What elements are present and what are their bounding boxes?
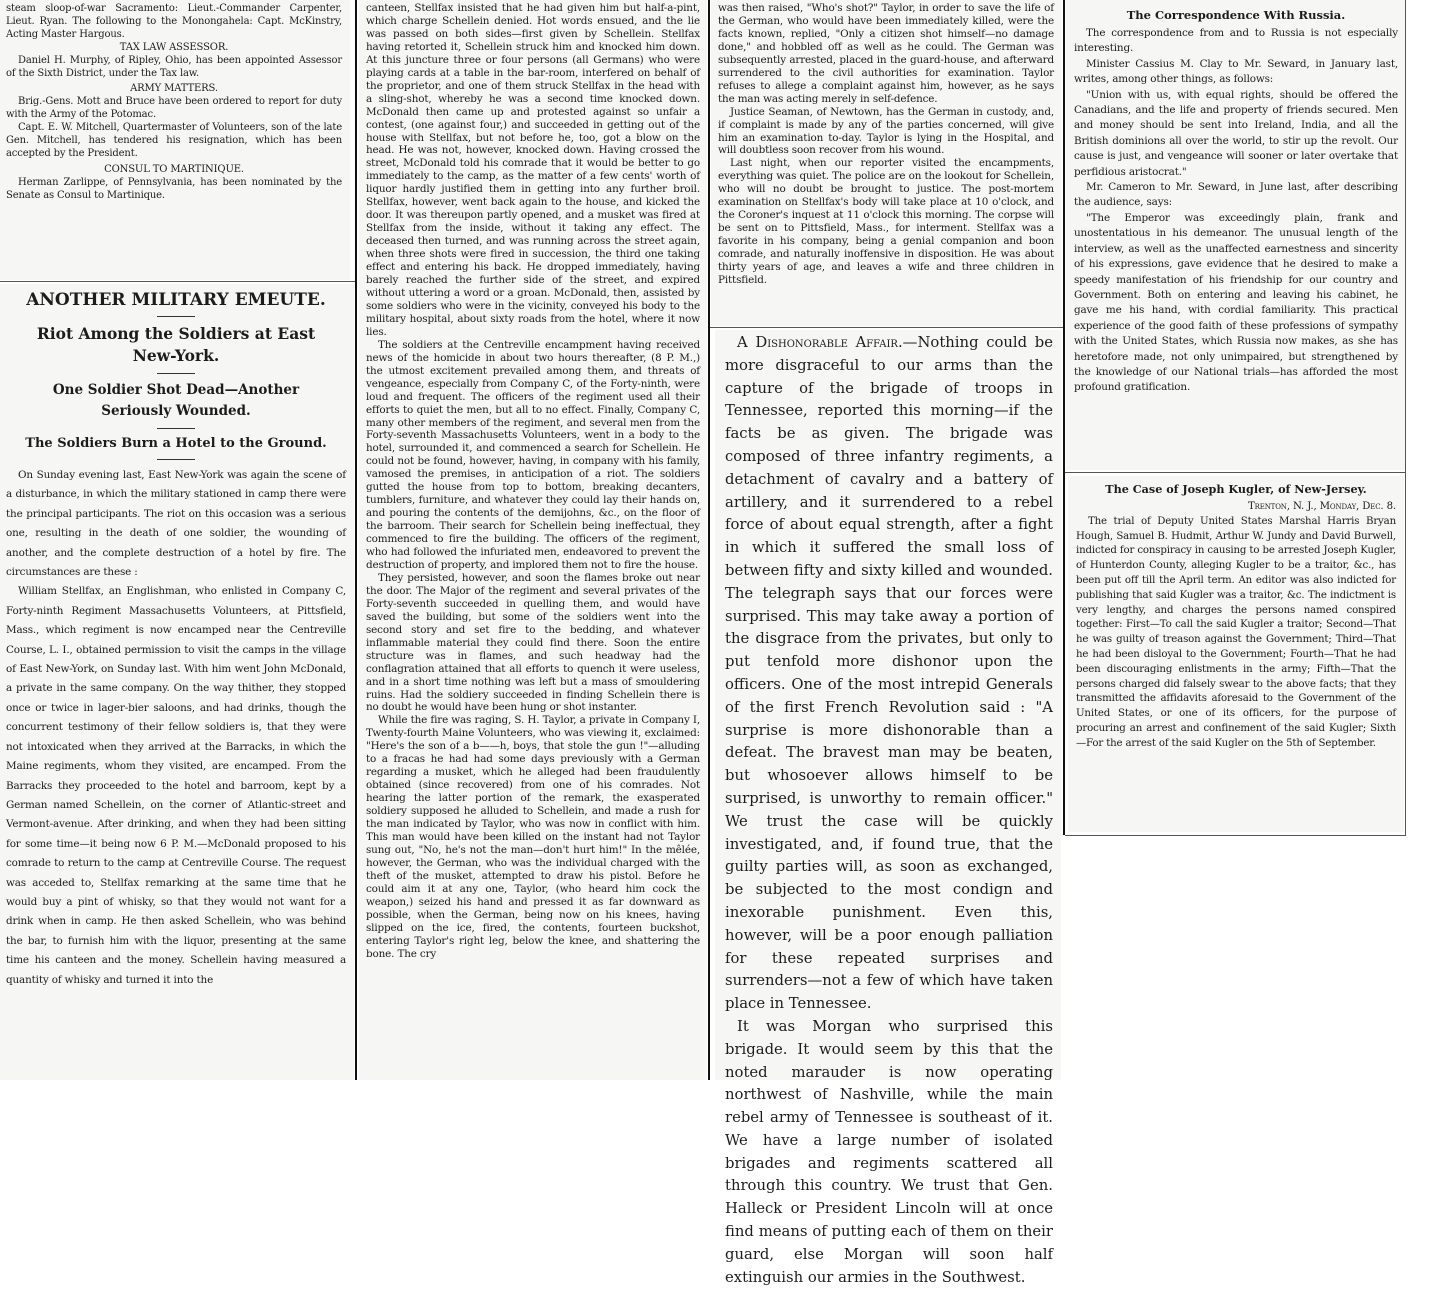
consul-text: Herman Zarlippe, of Pennsylvania, has been nominated by the Senate as Consul to Martinique. [6, 176, 342, 201]
section-rule [1065, 472, 1406, 473]
article-paragraph: They persisted, however, and soon the flames broke out near the door. The Major of the regiment and several privates of the Forty-seventh succeeded in quelling them, and would have saved the building, but some of the soldiers went into the second story and set fire to the bedding, and whatever inflammable material they could find there. Soon the entire structure was in flames, and such headway had the conflagration attained that all efforts to quench it were useless, and in a short time nothing was left but a mass of smouldering ruins. Had the soldiery succeeded in finding Schellein there is no doubt he would have been hung or shot instanter. [366, 571, 700, 714]
tax-text: Daniel H. Murphy, of Ripley, Ohio, has been appointed Assessor of the Sixth District, under the Tax law. [6, 54, 342, 79]
column-rule [355, 0, 357, 1080]
kugler-dateline: Trenton, N. J., Monday, Dec. 8. [1247, 501, 1396, 512]
clip-col4-russia [1066, 0, 1406, 470]
editorial-lead: A Dishonorable Affair. [737, 334, 903, 351]
naval-orders-text: steam sloop-of-war Sacramento: Lieut.-Commander Carpenter, Lieut. Ryan. The following to the Monongahela: Capt. McKinstry, Acting Master Hargous. [6, 3, 342, 40]
editorial-text: —Nothing could be more disgraceful to our arms than the capture of the brigade of troops in Tennessee, reported this morning—if the facts be as given. The brigade was composed of three infantry regiments, a detachment of cavalry and a battery of artillery, and it surrendered to a rebel force of about equal strength, after a fight in which it suffered the small loss of between fifty and sixty killed and wounded. The telegraph says that our forces were surprised. This may take away a portion of the disgrace from the privates, but only to put tenfold more dishonor upon the officers. One of the most intrepid Generals of the first French Revolution said : "A surprise is more dishonorable than a defeat. The bravest man may be beaten, but whosoever allows himself to be surprised, is unworthy to remain officer." We trust the case will be quickly investigated, and, if found true, that the guilty parties will, as soon as exchanged, be subjected to the most condign and inexorable punishment. Even this, however, will be a poor enough palliation for these repeated surprises and surrenders—not a few of which have taken place in Tennessee. [725, 334, 1053, 1013]
section-rule [0, 281, 355, 282]
section-rule [710, 327, 1063, 328]
editorial-paragraph [725, 332, 1053, 1016]
article-paragraph: was then raised, "Who's shot?" Taylor, in order to save the life of the German, who would have been immediately killed, were the facts known, replied, "Only a citizen shot himself—no damage done," and hobbled off as well as he could. The German was subsequently arrested, placed in the guard-house, and afterward surrendered to the civil authorities for examination. Taylor refuses to allege a complaint against him, however, as he says the man was acting merely in self-defence. [718, 2, 1054, 105]
consul-heading: CONSUL TO MARTINIQUE. [104, 163, 244, 175]
clip-col4-kugler [1068, 476, 1404, 832]
article-paragraph: On Sunday evening last, East New-York was again the scene of a disturbance, in which the military stationed in camp there were the principal participants. The riot on this occasion was a serious one, resulting in the death of one soldier, the wounding of another, and the complete destruction of a hotel by fire. The circumstances are these : [6, 469, 346, 579]
column-rule [1405, 0, 1406, 835]
divider [157, 459, 195, 460]
headline-hotel-burned: The Soldiers Burn a Hotel to the Ground. [25, 436, 327, 451]
army-text-1: Brig.-Gens. Mott and Bruce have been ordered to report for duty with the Army of the Potomac. [6, 96, 342, 121]
clip-col3-dishonorable-affair [715, 330, 1061, 1286]
kugler-heading: The Case of Joseph Kugler, of New-Jersey. [1105, 482, 1367, 496]
editorial-paragraph: It was Morgan who surprised this brigade. It would seem by this that the noted marauder is now operating northwest of Nashville, while the main rebel army of Tennessee is southeast of it. We have a large number of isolated brigades and regiments scattered all through this country. We trust that Gen. Halleck or President Lincoln will at once find means of putting each of them on their guard, else Morgan will soon half extinguish our armies in the Southwest. [725, 1017, 1053, 1286]
article-paragraph: William Stellfax, an Englishman, who enlisted in Company C, Forty-ninth Regiment Massachusetts Volunteers, at Pittsfield, Mass., which regiment is now encamped near the Centreville Course, L. I., obtained permission to visit the camps in the village of East New-York, on Sunday last. With him went John McDonald, a private in the same company. On the way thither, they stopped once or twice in lager-bier saloons, and had drinks, though the concurrent testimony of their fellow soldiers is, that they were not intoxicated when they arrived at the Barracks, in which the Maine regiments, whom they visited, are encamped. From the Barracks they proceeded to the hotel and barroom, kept by a German named Schellein, on the corner of Atlantic-street and Vermont-avenue. After drinking, and when they had been sitting for some time—it being now 6 P. M.—McDonald proposed to his comrade to return to the camp at Centreville Course. The request was acceded to, Stellfax remarking at the same time that he would buy a pint of whisky, so that they would not want for a drink when in camp. He then asked Schellein, who was behind the bar, to furnish him with the liquor, presenting at the same time his canteen and the money. Schellein having measured a quantity of whisky and turned it into the [6, 585, 346, 986]
army-text-2: Capt. E. W. Mitchell, Quartermaster of Volunteers, son of the late Gen. Mitchell, has tendered his resignation, which has been accepted by the President. [6, 122, 342, 159]
clip-col1-riot-article [0, 284, 354, 1080]
column-rule [1063, 0, 1065, 835]
clip-col1-briefs [0, 0, 350, 280]
article-paragraph: canteen, Stellfax insisted that he had given him but half-a-pint, which charge Schellein denied. Hot words ensued, and the lie was passed on both sides—first given by Schellein. Stellfax having retorted it, Schellein struck him and knocked him down. At this juncture three or four persons (all Germans) who were playing cards at a table in the bar-room, interfered on behalf of the proprietor, and one of them struck Stellfax in the head with a sling-shot, whereby he was a second time knocked down. McDonald then came up and protested against so unfair a contest, (one against four,) and succeeded in getting out of the house with Stellfax, but not before he, too, got a blow on the head. He was not, however, knocked down. Having crossed the street, McDonald told his comrade that it would be better to go immediately to the camp, as the matter of a few cents' worth of liquor hardly justified them in getting into any further broil. Stellfax, however, went back again to the house, and kicked the door. It was thereupon partly opened, and a musket was fired at Stellfax from the inside, without it taking any effect. The deceased then turned, and was running across the street again, when three shots were fired in succession, the third one taking effect and entering his back. He dropped immediately, having barely reached the further side of the street, and expired without uttering a word or a groan. McDonald, then, assisted by some soldiers who were in the vicinity, conveyed his body to the military hospital, about sixty roads from the hotel, where it now lies. [366, 2, 700, 338]
tax-heading: TAX LAW ASSESSOR. [119, 41, 229, 53]
section-rule [1065, 835, 1406, 836]
clip-col2-riot-continued [359, 0, 707, 1080]
clip-col3-riot-conclusion [711, 0, 1061, 326]
russia-quote: "The Emperor was exceedingly plain, frank and unostentatious in his demeanor. The unusual length of the interview, as well as the unaffected earnestness and sincerity of his expressions, gave evidence that he desired to make a speedy manifestation of his friendship for our country and Government. Both on entering and leaving his cabinet, he gave me his hand, with cordial familiarity. This practical experience of the good faith of these professions of sympathy with the United States, which Russia now makes, as she has heretofore made, not only unimpaired, but strengthened by the knowledge of our National trials—has afforded the most profound gratification. [1074, 211, 1398, 394]
headline-military-emeute: ANOTHER MILITARY EMEUTE. [26, 290, 326, 310]
divider [157, 316, 195, 317]
headline-riot: Riot Among the Soldiers at East New-York. [36, 324, 316, 365]
headline-soldier-shot: One Soldier Shot Dead—Another Seriously Wounded. [52, 382, 300, 419]
divider [157, 373, 195, 374]
article-paragraph: Last night, when our reporter visited the encampments, everything was quiet. The police are on the lookout for Schellein, who will no doubt be brought to justice. The post-mortem examination on Stellfax's body will take place at 10 o'clock, and the Coroner's inquest at 11 o'clock this morning. The corpse will be sent on to Pittsfield, Mass., for interment. Stellfax was a favorite in his company, being a genial companion and boon comrade, and naturally inoffensive in disposition. He was about thirty years of age, and leaves a wife and three children in Pittsfield. [718, 157, 1054, 287]
russia-quote: "Union with us, with equal rights, should be offered the Canadians, and the life and property of friends secured. Men and money should be sent into Ireland, India, and all the British dominions all over the world, to stir up the revolt. Our cause is just, and vengeance will sooner or later overtake that perfidious aristocrat." [1074, 88, 1398, 178]
article-paragraph: While the fire was raging, S. H. Taylor, a private in Company I, Twenty-fourth Maine Volunteers, who was viewing it, exclaimed: "Here's the son of a b——h, boys, that stole the gun !"—alluding to a fracas he had had some days previously with a German regarding a musket, which he alleged had been fraudulently obtained (since recovered) from one of his comrades. Not hearing the latter portion of the remark, the exasperated soldiery supposed he alluded to Schellein, and made a rush for the man indicated by Taylor, who was now in conflict with him. This man would have been killed on the instant had not Taylor sung out, "No, he's not the man—don't hurt him!" In the mêlée, however, the German, who was the individual charged with the theft of the musket, attempted to draw his pistol. Before he could aim it at any one, Taylor, (who heard him cock the weapon,) seized his hand and pressed it as far downward as possible, when the German, being now on his knees, having slipped on the ice, fired, the contents, fourteen buckshot, entering Taylor's right leg, below the knee, and shattering the bone. The cry [366, 714, 700, 960]
article-paragraph: The soldiers at the Centreville encampment having received news of the homicide in about two hours thereafter, (8 P. M.,) the utmost excitement prevailed among them, and threats of vengeance, especially from Company C, of the Forty-ninth, were loud and frequent. The officers of the regiment used all their efforts to quiet the men, but all to no effect. Finally, Company C, many other members of the regiment, and several men from the Forty-seventh Massachusetts Volunteers, went in a body to the hotel, surrounded it, and commenced a search for Schellein. He could not be found, however, having, in company with his family, vamosed the premises, in anticipation of a riot. The soldiers gutted the house from top to bottom, breaking decanters, tumblers, furniture, and whatever they could lay their hands on, and pouring the contents of the demijohns, &c., on the floor of the barroom. Their search for Schellein being ineffectual, they commenced to fire the building. The officers of the regiment, who had followed the infuriated men, endeavored to prevent the destruction of property, and implored them not to fire the house. [366, 338, 700, 571]
russia-heading: The Correspondence With Russia. [1126, 8, 1346, 22]
russia-paragraph: The correspondence from and to Russia is not especially interesting. [1074, 27, 1398, 55]
article-paragraph: Justice Seaman, of Newtown, has the German in custody, and, if complaint is made by any of the parties concerned, will give him an examination to-day. Taylor is lying in the Hospital, and will doubtless soon recover from his wound. [718, 105, 1054, 157]
column-rule [708, 0, 710, 1080]
russia-paragraph: Minister Cassius M. Clay to Mr. Seward, in January last, writes, among other things, as follows: [1074, 57, 1398, 86]
kugler-paragraph: The trial of Deputy United States Marshal Harris Bryan Hough, Samuel B. Hudmit, Arthur W. Jundy and David Burwell, indicted for conspiracy in causing to be arrested Joseph Kugler, of Hunterdon County, alleging Kugler to be a traitor, &c., has been put off till the April term. An editor was also indicted for publishing that said Kugler was a traitor, &c. The indictment is very lengthy, and charges the persons named conspired together: First—To call the said Kugler a traitor; Second—That he was guilty of treason against the Government; Third—That he had been disloyal to the Government; Fourth—That he had been discouraging enlistments in the army; Fifth—That the persons charged did falsely swear to the above facts; that they transmitted the affidavits aforesaid to the Government of the United States, or one of its officers, for the purpose of procuring an arrest and confinement of the said Kugler; Sixth—For the arrest of the said Kugler on the 5th of September. [1076, 515, 1396, 749]
divider [157, 428, 195, 429]
russia-paragraph: Mr. Cameron to Mr. Seward, in June last, after describing the audience, says: [1074, 181, 1398, 209]
army-heading: ARMY MATTERS. [130, 83, 218, 95]
